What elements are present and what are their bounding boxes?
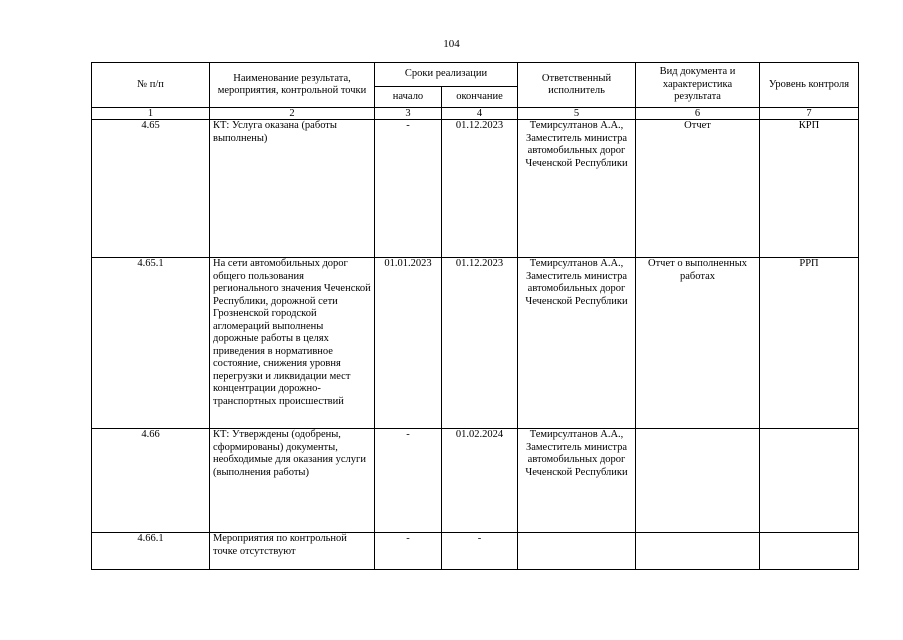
column-number: 7 bbox=[760, 108, 859, 120]
row-document: Отчет о выполненных работах bbox=[636, 258, 760, 429]
row-responsible: Темирсултанов А.А., Заместитель министра автомобильных дорог Чеченской Республики bbox=[518, 258, 636, 429]
row-number: 4.65.1 bbox=[92, 258, 210, 429]
row-number: 4.66 bbox=[92, 429, 210, 533]
header-document: Вид документа и характеристика результата bbox=[636, 63, 760, 108]
row-start: - bbox=[375, 533, 442, 570]
row-responsible: Темирсултанов А.А., Заместитель министра автомобильных дорог Чеченской Республики bbox=[518, 429, 636, 533]
row-start: - bbox=[375, 120, 442, 258]
table-row bbox=[92, 120, 859, 258]
column-number: 1 bbox=[92, 108, 210, 120]
row-start: 01.01.2023 bbox=[375, 258, 442, 429]
header-start: начало bbox=[375, 87, 442, 108]
row-end: 01.02.2024 bbox=[442, 429, 518, 533]
row-control bbox=[760, 429, 859, 533]
plan-table bbox=[91, 62, 859, 570]
header-deadlines: Сроки реализации bbox=[375, 63, 518, 87]
row-control: РРП bbox=[760, 258, 859, 429]
row-start: - bbox=[375, 429, 442, 533]
column-number: 2 bbox=[210, 108, 375, 120]
header-end: окончание bbox=[442, 87, 518, 108]
row-document bbox=[636, 429, 760, 533]
page-number: 104 bbox=[443, 38, 460, 50]
column-number-row bbox=[92, 108, 859, 120]
row-control: КРП bbox=[760, 120, 859, 258]
row-document: Отчет bbox=[636, 120, 760, 258]
row-name: КТ: Услуга оказана (работы выполнены) bbox=[210, 120, 375, 258]
table-row bbox=[92, 533, 859, 570]
row-end: - bbox=[442, 533, 518, 570]
row-name: На сети автомобильных дорог общего пользования регионального значения Чеченской Республики, дорожной сети Грозненской городской агломераций выполнены дорожные работы в целях приведения в нормативное состояние, снижения уровня перегрузки и ликвидации мест концентрации дорожно-транспортных происшествий bbox=[210, 258, 375, 429]
column-number: 5 bbox=[518, 108, 636, 120]
header-number: № п/п bbox=[92, 63, 210, 108]
row-name: КТ: Утверждены (одобрены, сформированы) документы, необходимые для оказания услуги (выполнения работы) bbox=[210, 429, 375, 533]
header-responsible: Ответственный исполнитель bbox=[518, 63, 636, 108]
column-number: 6 bbox=[636, 108, 760, 120]
row-end: 01.12.2023 bbox=[442, 258, 518, 429]
table-row bbox=[92, 258, 859, 429]
header-name: Наименование результата, мероприятия, контрольной точки bbox=[210, 63, 375, 108]
column-number: 3 bbox=[375, 108, 442, 120]
row-number: 4.66.1 bbox=[92, 533, 210, 570]
row-responsible: Темирсултанов А.А., Заместитель министра автомобильных дорог Чеченской Республики bbox=[518, 120, 636, 258]
row-name: Мероприятия по контрольной точке отсутствуют bbox=[210, 533, 375, 570]
row-end: 01.12.2023 bbox=[442, 120, 518, 258]
column-number: 4 bbox=[442, 108, 518, 120]
row-document bbox=[636, 533, 760, 570]
row-responsible bbox=[518, 533, 636, 570]
table-row bbox=[92, 429, 859, 533]
row-control bbox=[760, 533, 859, 570]
header-control-level: Уровень контроля bbox=[760, 63, 859, 108]
row-number: 4.65 bbox=[92, 120, 210, 258]
